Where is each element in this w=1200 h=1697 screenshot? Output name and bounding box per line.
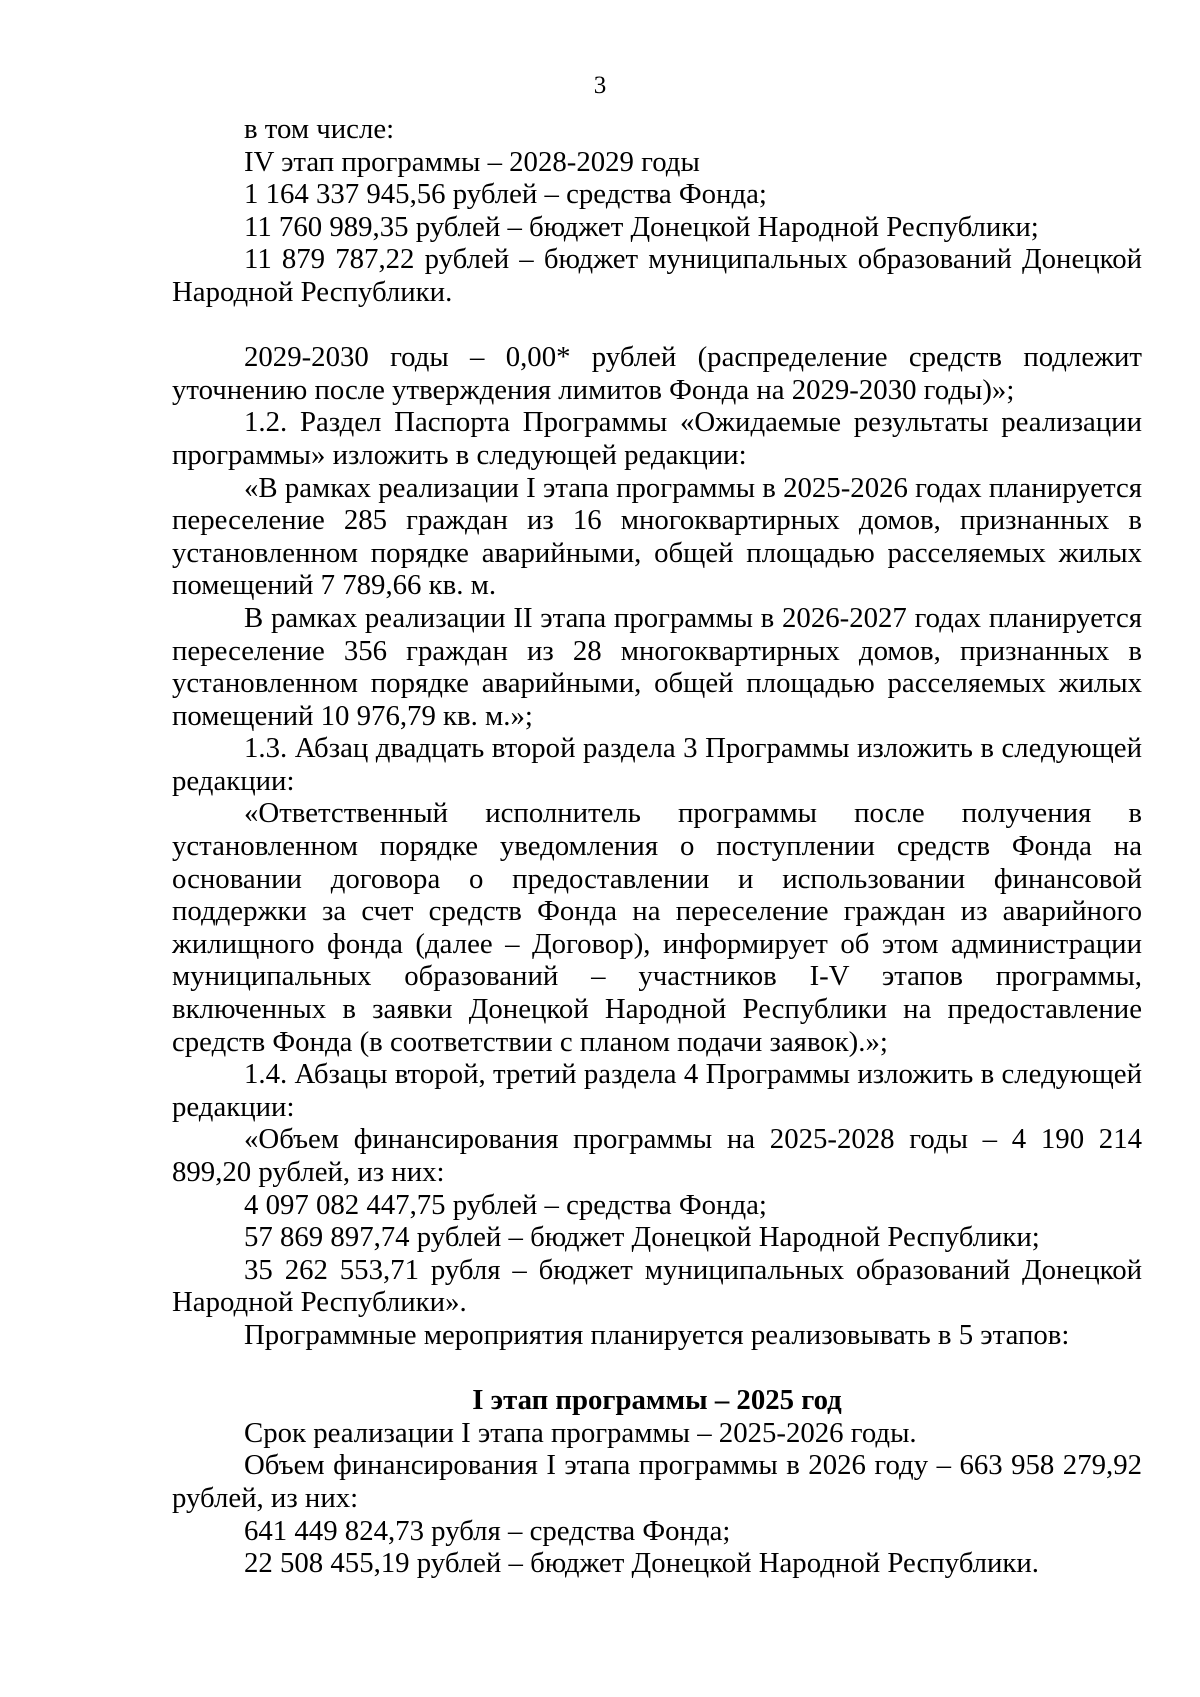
paragraph-total-municipal: 35 262 553,71 рубля – бюджет муниципальных образований Донецкой Народной Республики».: [172, 1253, 1142, 1319]
paragraph-stage-i-republic: 22 508 455,19 рублей – бюджет Донецкой Народной Республики.: [244, 1547, 1040, 1580]
paragraph-five-stages: Программные мероприятия планируется реализовывать в 5 этапов:: [244, 1318, 1070, 1351]
document-body: [172, 113, 1142, 1580]
paragraph-municipal-budget: 11 879 787,22 рублей – бюджет муниципальных образований Донецкой Народной Республики.: [172, 243, 1142, 308]
paragraph-republic-budget: 11 760 989,35 рублей – бюджет Донецкой Народной Республики;: [244, 210, 1039, 243]
paragraph-total-financing: «Объем финансирования программы на 2025-2028 годы – 4 190 214 899,20 рублей, из них:: [172, 1123, 1142, 1188]
paragraph-stage-i-financing: Объем финансирования I этапа программы в 2026 году – 663 958 279,92 рублей, из них:: [172, 1449, 1142, 1514]
paragraph-including: в том числе:: [244, 113, 395, 145]
page-number: 3: [593, 72, 607, 99]
paragraph-item-1-2: 1.2. Раздел Паспорта Программы «Ожидаемые результаты реализации программы» изложить в следующей редакции:: [172, 406, 1142, 471]
paragraph-2029-2030: 2029-2030 годы – 0,00* рублей (распределение средств подлежит уточнению после утверждения лимитов Фонда на 2029-2030 годы)»;: [172, 341, 1142, 406]
paragraph-item-1-3: 1.3. Абзац двадцать второй раздела 3 Программы изложить в следующей редакции:: [172, 732, 1142, 797]
paragraph-stage-i-results: «В рамках реализации I этапа программы в 2025-2026 годах планируется переселение 285 граждан из 16 многоквартирных домов, признанных в установленном порядке аварийными, общей площадью расселяемых жилых помещений 7 789,66 кв. м.: [172, 471, 1142, 602]
paragraph-total-fund: 4 097 082 447,75 рублей – средства Фонда;: [244, 1188, 767, 1221]
paragraph-stage-ii-results: В рамках реализации II этапа программы в 2026-2027 годах планируется переселение 356 граждан из 28 многоквартирных домов, признанных в установленном порядке аварийными, общей площадью расселяемых жилых помещений 10 976,79 кв. м.»;: [172, 601, 1142, 732]
paragraph-total-republic: 57 869 897,74 рублей – бюджет Донецкой Народной Республики;: [244, 1221, 1040, 1254]
paragraph-stage-i-fund: 641 449 824,73 рубля – средства Фонда;: [244, 1514, 731, 1547]
paragraph-fund-amount: 1 164 337 945,56 рублей – средства Фонда;: [244, 178, 767, 211]
section-heading: I этап программы – 2025 год: [472, 1384, 842, 1417]
paragraph-stage-iv: IV этап программы – 2028-2029 годы: [244, 145, 700, 178]
paragraph-responsible-executor: «Ответственный исполнитель программы после получения в установленном порядке уведомления о поступлении средств Фонда на основании договора о предоставлении и использовании финансовой поддержки за счет средств Фонда на переселение граждан из аварийного жилищного фонда (далее – Договор), информирует об этом администрации муниципальных образований – участников I-V этапов программы, включенных в заявки Донецкой Народной Республики на предоставление средств Фонда (в соответствии с планом подачи заявок).»;: [172, 797, 1142, 1058]
paragraph-stage-i-term: Срок реализации I этапа программы – 2025-2026 годы.: [244, 1416, 917, 1449]
paragraph-item-1-4: 1.4. Абзацы второй, третий раздела 4 Программы изложить в следующей редакции:: [172, 1058, 1142, 1123]
